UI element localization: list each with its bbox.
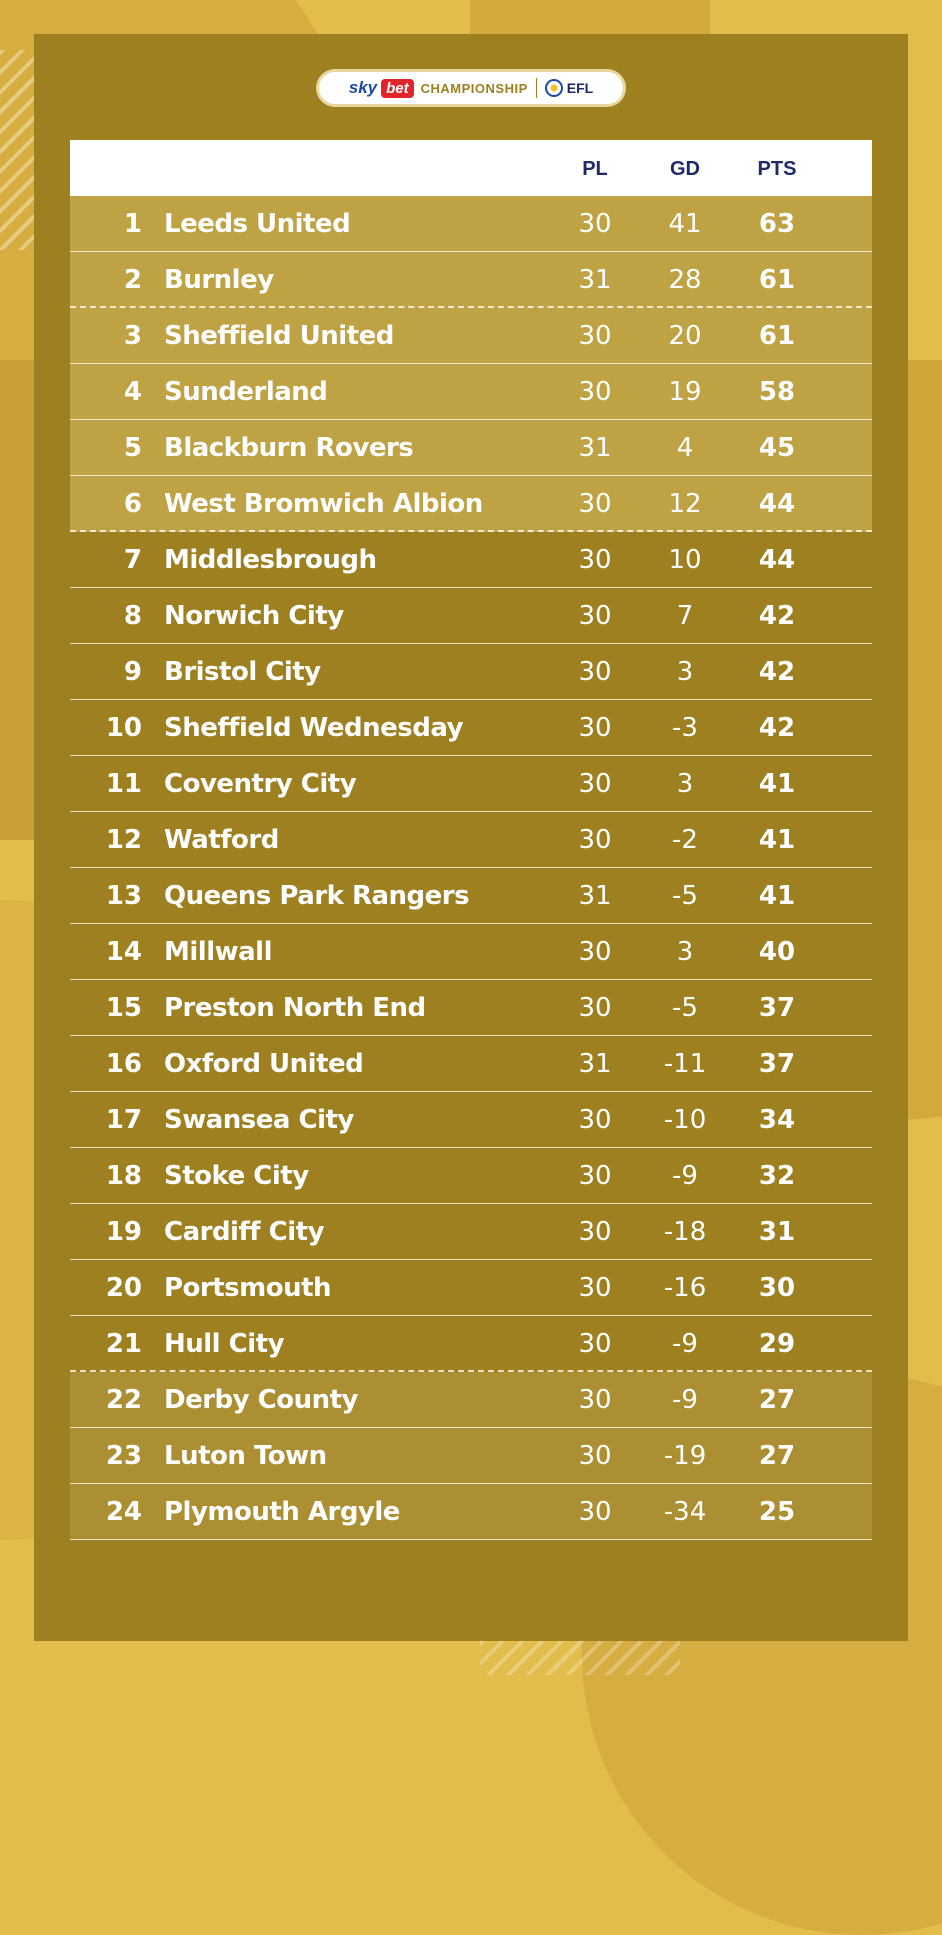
team-goal-difference: 3 <box>676 937 694 967</box>
team-name: Norwich City <box>164 601 344 631</box>
team-position: 14 <box>105 937 142 967</box>
team-points: 34 <box>758 1105 796 1135</box>
team-played: 30 <box>578 937 612 967</box>
team-name: Queens Park Rangers <box>164 881 470 911</box>
team-goal-difference: 20 <box>668 321 702 351</box>
team-position: 5 <box>123 433 142 463</box>
table-row <box>70 868 872 924</box>
team-name: Blackburn Rovers <box>164 433 414 463</box>
team-name: Watford <box>164 825 279 855</box>
team-goal-difference: -16 <box>663 1273 707 1303</box>
team-name: Plymouth Argyle <box>164 1497 400 1527</box>
team-position: 23 <box>105 1441 142 1471</box>
team-points: 42 <box>758 713 796 743</box>
team-name: Derby County <box>164 1385 358 1415</box>
background-block <box>470 0 710 34</box>
team-name: Sunderland <box>164 377 328 407</box>
team-played: 30 <box>578 545 612 575</box>
team-position: 18 <box>105 1161 142 1191</box>
table-row <box>70 1428 872 1484</box>
table-header <box>70 140 872 196</box>
team-position: 9 <box>123 657 142 687</box>
team-points: 32 <box>758 1161 796 1191</box>
table-body <box>70 196 872 1540</box>
team-points: 42 <box>758 601 796 631</box>
team-played: 30 <box>578 1441 612 1471</box>
header-goal-difference: GD <box>670 158 700 180</box>
team-name: Leeds United <box>164 209 351 239</box>
team-position: 16 <box>105 1049 142 1079</box>
team-points: 37 <box>758 1049 796 1079</box>
team-played: 30 <box>578 1105 612 1135</box>
table-row <box>70 1036 872 1092</box>
background-stripes <box>0 50 34 250</box>
team-played: 30 <box>578 1329 612 1359</box>
team-goal-difference: -19 <box>663 1441 707 1471</box>
team-played: 30 <box>578 489 612 519</box>
team-position: 15 <box>105 993 142 1023</box>
competition-logo <box>319 72 623 104</box>
team-position: 10 <box>105 713 142 743</box>
table-row <box>70 588 872 644</box>
team-name: Bristol City <box>164 657 321 687</box>
team-goal-difference: 7 <box>676 601 694 631</box>
team-name: Preston North End <box>164 993 426 1023</box>
team-position: 22 <box>105 1385 142 1415</box>
team-played: 31 <box>578 265 612 295</box>
team-goal-difference: -18 <box>663 1217 707 1247</box>
team-played: 30 <box>578 769 612 799</box>
team-points: 27 <box>758 1385 796 1415</box>
logo-league-text: EFL <box>566 80 594 96</box>
background-block <box>0 360 34 840</box>
team-name: Millwall <box>164 937 272 967</box>
background-block <box>908 360 942 840</box>
table-row <box>70 420 872 476</box>
team-goal-difference: 19 <box>668 377 702 407</box>
team-position: 19 <box>105 1217 142 1247</box>
team-name: Stoke City <box>164 1161 309 1191</box>
table-row <box>70 1484 872 1540</box>
team-points: 61 <box>758 321 796 351</box>
team-position: 12 <box>105 825 142 855</box>
team-position: 20 <box>105 1273 142 1303</box>
team-position: 6 <box>123 489 142 519</box>
team-name: Oxford United <box>164 1049 364 1079</box>
table-row <box>70 924 872 980</box>
team-goal-difference: 3 <box>676 657 694 687</box>
team-goal-difference: -34 <box>663 1497 707 1527</box>
team-position: 1 <box>123 209 142 239</box>
team-name: Portsmouth <box>164 1273 332 1303</box>
team-position: 2 <box>123 265 142 295</box>
team-goal-difference: -9 <box>672 1329 698 1359</box>
team-name: Burnley <box>164 265 274 295</box>
table-row <box>70 476 872 532</box>
team-points: 25 <box>758 1497 796 1527</box>
team-points: 45 <box>758 433 796 463</box>
table-row <box>70 1204 872 1260</box>
efl-ball-icon <box>545 79 563 97</box>
header-points: PTS <box>757 158 797 180</box>
table-row <box>70 644 872 700</box>
team-points: 44 <box>758 545 796 575</box>
table-row <box>70 812 872 868</box>
team-goal-difference: 12 <box>668 489 702 519</box>
team-position: 13 <box>105 881 142 911</box>
team-position: 11 <box>105 769 142 799</box>
table-row <box>70 532 872 588</box>
team-played: 30 <box>578 321 612 351</box>
table-row <box>70 1372 872 1428</box>
team-played: 30 <box>578 1385 612 1415</box>
team-position: 17 <box>105 1105 142 1135</box>
team-played: 30 <box>578 1161 612 1191</box>
team-name: West Bromwich Albion <box>164 489 483 519</box>
team-points: 41 <box>758 881 796 911</box>
team-position: 21 <box>105 1329 142 1359</box>
team-played: 31 <box>578 433 612 463</box>
logo-divider <box>536 78 537 98</box>
background-stripes <box>480 1641 680 1675</box>
table-row <box>70 756 872 812</box>
league-table-panel <box>34 34 908 1641</box>
team-points: 61 <box>758 265 796 295</box>
team-goal-difference: -5 <box>672 881 698 911</box>
team-points: 31 <box>758 1217 796 1247</box>
team-points: 30 <box>758 1273 796 1303</box>
standings-table <box>70 140 872 1540</box>
team-goal-difference: 4 <box>676 433 694 463</box>
table-row <box>70 1260 872 1316</box>
team-goal-difference: -9 <box>672 1161 698 1191</box>
team-points: 63 <box>758 209 796 239</box>
team-played: 30 <box>578 1497 612 1527</box>
team-position: 4 <box>123 377 142 407</box>
logo-sky-text: sky <box>348 78 378 97</box>
team-points: 40 <box>758 937 796 967</box>
team-position: 8 <box>123 601 142 631</box>
logo-bet-text: bet <box>381 79 414 98</box>
team-played: 30 <box>578 377 612 407</box>
team-name: Hull City <box>164 1329 285 1359</box>
team-position: 7 <box>123 545 142 575</box>
team-goal-difference: 10 <box>668 545 702 575</box>
team-goal-difference: 41 <box>668 209 702 239</box>
team-played: 30 <box>578 1273 612 1303</box>
table-row <box>70 364 872 420</box>
team-points: 41 <box>758 825 796 855</box>
team-goal-difference: -10 <box>663 1105 707 1135</box>
team-points: 27 <box>758 1441 796 1471</box>
team-name: Coventry City <box>164 769 357 799</box>
table-row <box>70 252 872 308</box>
team-goal-difference: -3 <box>672 713 698 743</box>
team-points: 44 <box>758 489 796 519</box>
team-played: 30 <box>578 1217 612 1247</box>
team-name: Swansea City <box>164 1105 354 1135</box>
team-played: 31 <box>578 1049 612 1079</box>
team-goal-difference: -11 <box>663 1049 707 1079</box>
table-row <box>70 1148 872 1204</box>
table-row <box>70 1092 872 1148</box>
team-points: 37 <box>758 993 796 1023</box>
team-played: 30 <box>578 209 612 239</box>
team-points: 29 <box>758 1329 796 1359</box>
team-name: Sheffield United <box>164 321 394 351</box>
team-position: 24 <box>105 1497 142 1527</box>
team-played: 30 <box>578 601 612 631</box>
team-position: 3 <box>123 321 142 351</box>
table-row <box>70 700 872 756</box>
header-played: PL <box>582 158 608 180</box>
team-goal-difference: 28 <box>668 265 702 295</box>
team-name: Middlesbrough <box>164 545 377 575</box>
team-played: 31 <box>578 881 612 911</box>
logo-competition-text: CHAMPIONSHIP <box>420 80 528 96</box>
table-row <box>70 308 872 364</box>
team-points: 58 <box>758 377 796 407</box>
table-row <box>70 1316 872 1372</box>
team-played: 30 <box>578 713 612 743</box>
team-points: 41 <box>758 769 796 799</box>
team-played: 30 <box>578 657 612 687</box>
team-goal-difference: -2 <box>672 825 698 855</box>
team-points: 42 <box>758 657 796 687</box>
team-played: 30 <box>578 993 612 1023</box>
team-played: 30 <box>578 825 612 855</box>
team-goal-difference: -9 <box>672 1385 698 1415</box>
team-name: Sheffield Wednesday <box>164 713 464 743</box>
table-row <box>70 196 872 252</box>
table-row <box>70 980 872 1036</box>
team-name: Luton Town <box>164 1441 327 1471</box>
team-name: Cardiff City <box>164 1217 325 1247</box>
team-goal-difference: -5 <box>672 993 698 1023</box>
team-goal-difference: 3 <box>676 769 694 799</box>
